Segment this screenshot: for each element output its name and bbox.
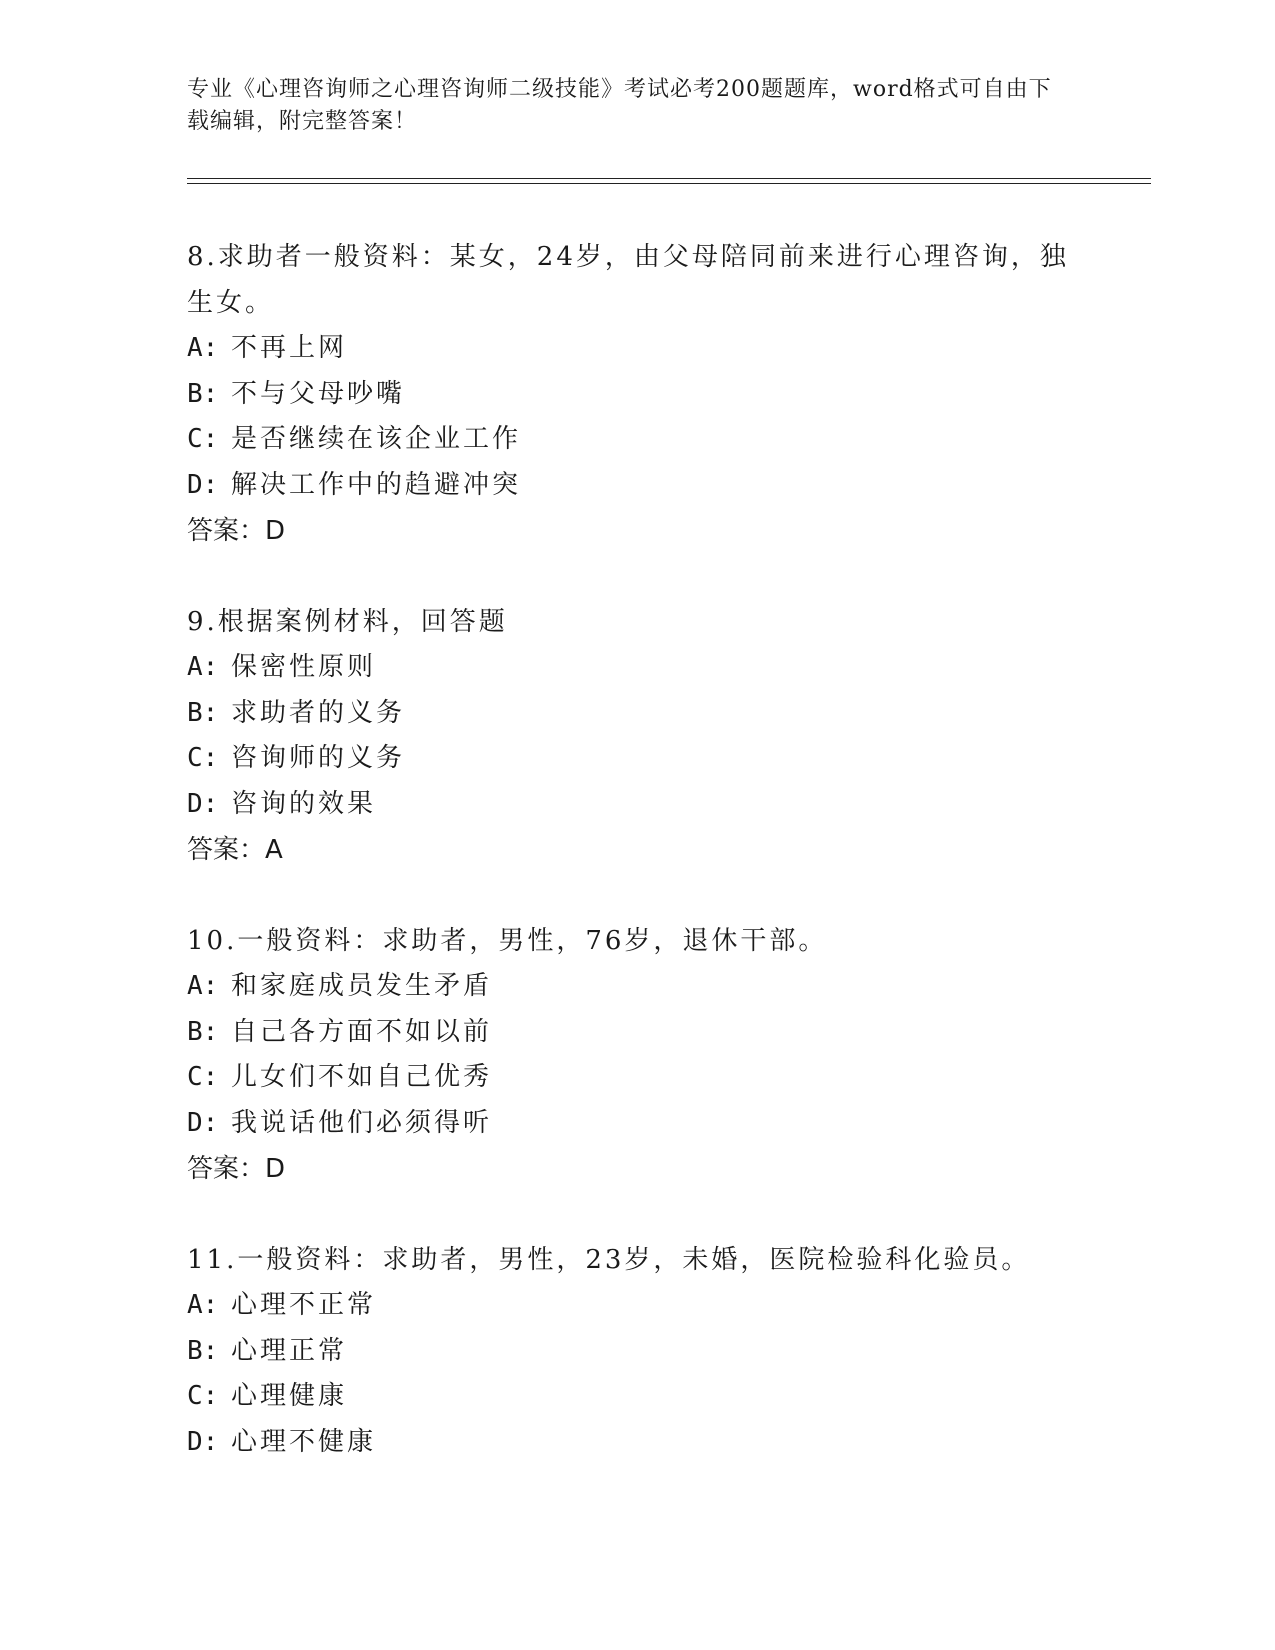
option-key: B: [187, 697, 219, 728]
option-b [187, 691, 1087, 737]
option-a [187, 964, 1087, 1010]
option-text: 和家庭成员发生矛盾 [231, 971, 493, 1001]
option-text: 不再上网 [231, 333, 348, 363]
option-a [187, 645, 1087, 691]
option-key: D: [187, 788, 219, 819]
option-key: A: [187, 333, 219, 363]
option-text: 求助者的义务 [231, 697, 406, 728]
option-text: 解决工作中的趋避冲突 [231, 469, 522, 500]
option-c [187, 1055, 1087, 1101]
option-text: 心理不正常 [231, 1290, 377, 1320]
option-text: 儿女们不如自己优秀 [231, 1062, 493, 1092]
question-stem: 8.求助者一般资料：某女，24岁，由父母陪同前来进行心理咨询，独生女。 [187, 242, 1069, 318]
option-d [187, 782, 1087, 828]
option-c [187, 736, 1087, 782]
option-key: D: [187, 1107, 219, 1138]
header-divider-top [187, 178, 1151, 179]
option-key: A: [187, 1290, 219, 1320]
question-stem: 11.一般资料：求助者，男性，23岁，未婚，医院检验科化验员。 [187, 1245, 1031, 1275]
option-a [187, 1283, 1087, 1329]
option-text: 咨询的效果 [231, 788, 377, 819]
option-key: A: [187, 652, 219, 682]
option-key: B: [187, 1335, 219, 1366]
option-text: 心理不健康 [231, 1426, 377, 1457]
option-key: B: [187, 1016, 219, 1047]
question-8 [187, 234, 1087, 554]
question-11 [187, 1237, 1087, 1465]
option-text: 是否继续在该企业工作 [231, 424, 522, 454]
option-key: D: [187, 469, 219, 500]
option-text: 心理正常 [231, 1335, 348, 1366]
option-key: A: [187, 971, 219, 1001]
question-10 [187, 918, 1087, 1192]
option-text: 保密性原则 [231, 652, 377, 682]
question-9 [187, 599, 1087, 873]
option-d [187, 1101, 1087, 1147]
answer-line: 答案：A [187, 835, 283, 865]
option-c [187, 417, 1087, 463]
option-key: B: [187, 378, 219, 409]
question-stem: 9.根据案例材料，回答题 [187, 607, 508, 637]
option-c [187, 1374, 1087, 1420]
option-b [187, 1010, 1087, 1056]
option-key: C: [187, 743, 219, 773]
option-text: 不与父母吵嘴 [231, 378, 406, 409]
option-text: 咨询师的义务 [231, 743, 406, 773]
option-key: D: [187, 1426, 219, 1457]
option-key: C: [187, 424, 219, 454]
option-key: C: [187, 1381, 219, 1411]
option-key: C: [187, 1062, 219, 1092]
option-text: 心理健康 [231, 1381, 348, 1411]
option-d [187, 1420, 1087, 1466]
document-header: 专业《心理咨询师之心理咨询师二级技能》考试必考200题题库，word格式可自由下载编辑，附完整答案！ [187, 77, 1052, 134]
answer-line: 答案：D [187, 516, 286, 546]
option-a [187, 326, 1087, 372]
option-b [187, 372, 1087, 418]
answer-line: 答案：D [187, 1154, 286, 1184]
question-stem: 10.一般资料：求助者，男性，76岁，退休干部。 [187, 926, 828, 956]
option-text: 自己各方面不如以前 [231, 1016, 493, 1047]
header-divider-bottom [187, 183, 1151, 184]
option-text: 我说话他们必须得听 [231, 1107, 493, 1138]
option-b [187, 1329, 1087, 1375]
option-d [187, 463, 1087, 509]
